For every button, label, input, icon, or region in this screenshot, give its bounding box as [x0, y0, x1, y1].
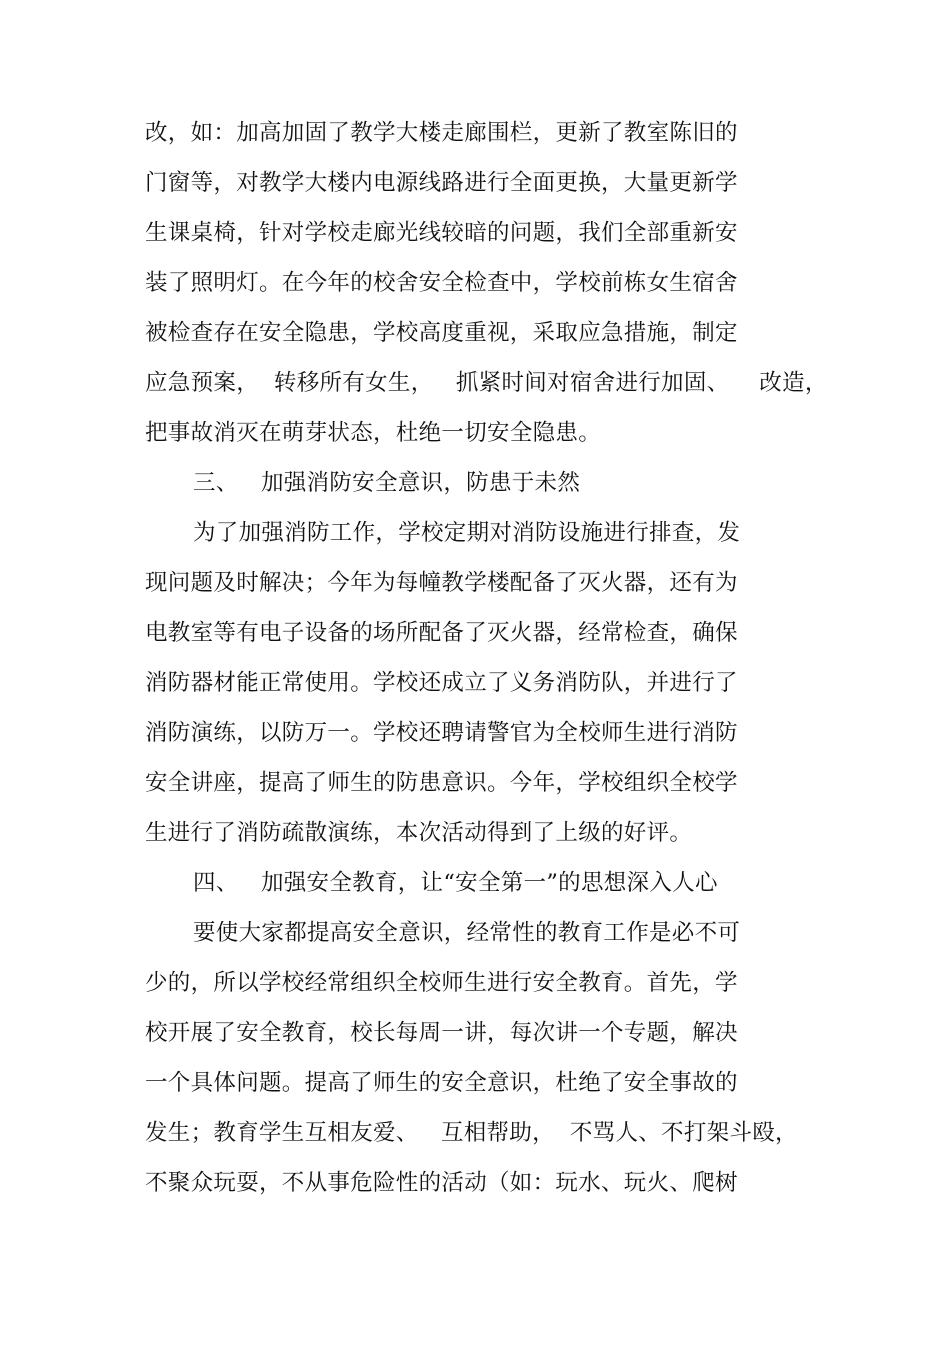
section-heading-3: 三、 加强消防安全意识，防患于未然	[193, 470, 581, 496]
text-line: 被检查存在安全隐患，学校高度重视，采取应急措施，制定	[145, 320, 738, 346]
text-line: 校开展了安全教育，校长每周一讲，每次讲一个专题，解决	[145, 1020, 738, 1046]
text-line: 电教室等有电子设备的场所配备了灭火器，经常检查，确保	[145, 620, 738, 646]
text-line: 门窗等，对教学大楼内电源线路进行全面更换，大量更新学	[145, 170, 738, 196]
text-line: 装了照明灯。在今年的校舍安全检查中，学校前栋女生宿舍	[145, 270, 738, 296]
text-line: 消防器材能正常使用。学校还成立了义务消防队，并进行了	[145, 670, 738, 696]
text-line: 发生；教育学生互相友爱、 互相帮助， 不骂人、不打架斗殴，	[145, 1120, 798, 1146]
text-line: 把事故消灭在萌芽状态，杜绝一切安全隐患。	[145, 420, 602, 446]
text-line: 生课桌椅，针对学校走廊光线较暗的问题，我们全部重新安	[145, 220, 738, 246]
text-line: 不聚众玩耍，不从事危险性的活动（如：玩水、玩火、爬树	[145, 1170, 738, 1196]
text-line: 一个具体问题。提高了师生的安全意识，杜绝了安全事故的	[145, 1070, 738, 1096]
text-line: 为了加强消防工作，学校定期对消防设施进行排查，发	[193, 520, 741, 546]
text-line: 生进行了消防疏散演练，本次活动得到了上级的好评。	[145, 820, 693, 846]
text-line: 要使大家都提高安全意识，经常性的教育工作是必不可	[193, 920, 741, 946]
text-line: 应急预案， 转移所有女生， 抓紧时间对宿舍进行加固、 改造，	[145, 370, 828, 396]
section-heading-4: 四、 加强安全教育，让“安全第一”的思想深入人心	[193, 870, 718, 896]
text-line: 现问题及时解决；今年为每幢教学楼配备了灭火器，还有为	[145, 570, 738, 596]
text-line: 消防演练，以防万一。学校还聘请警官为全校师生进行消防	[145, 720, 738, 746]
text-line: 安全讲座，提高了师生的防患意识。今年，学校组织全校学	[145, 770, 738, 796]
text-line: 少的，所以学校经常组织全校师生进行安全教育。首先，学	[145, 970, 738, 996]
text-line: 改，如：加高加固了教学大楼走廊围栏，更新了教室陈旧的	[145, 120, 738, 146]
